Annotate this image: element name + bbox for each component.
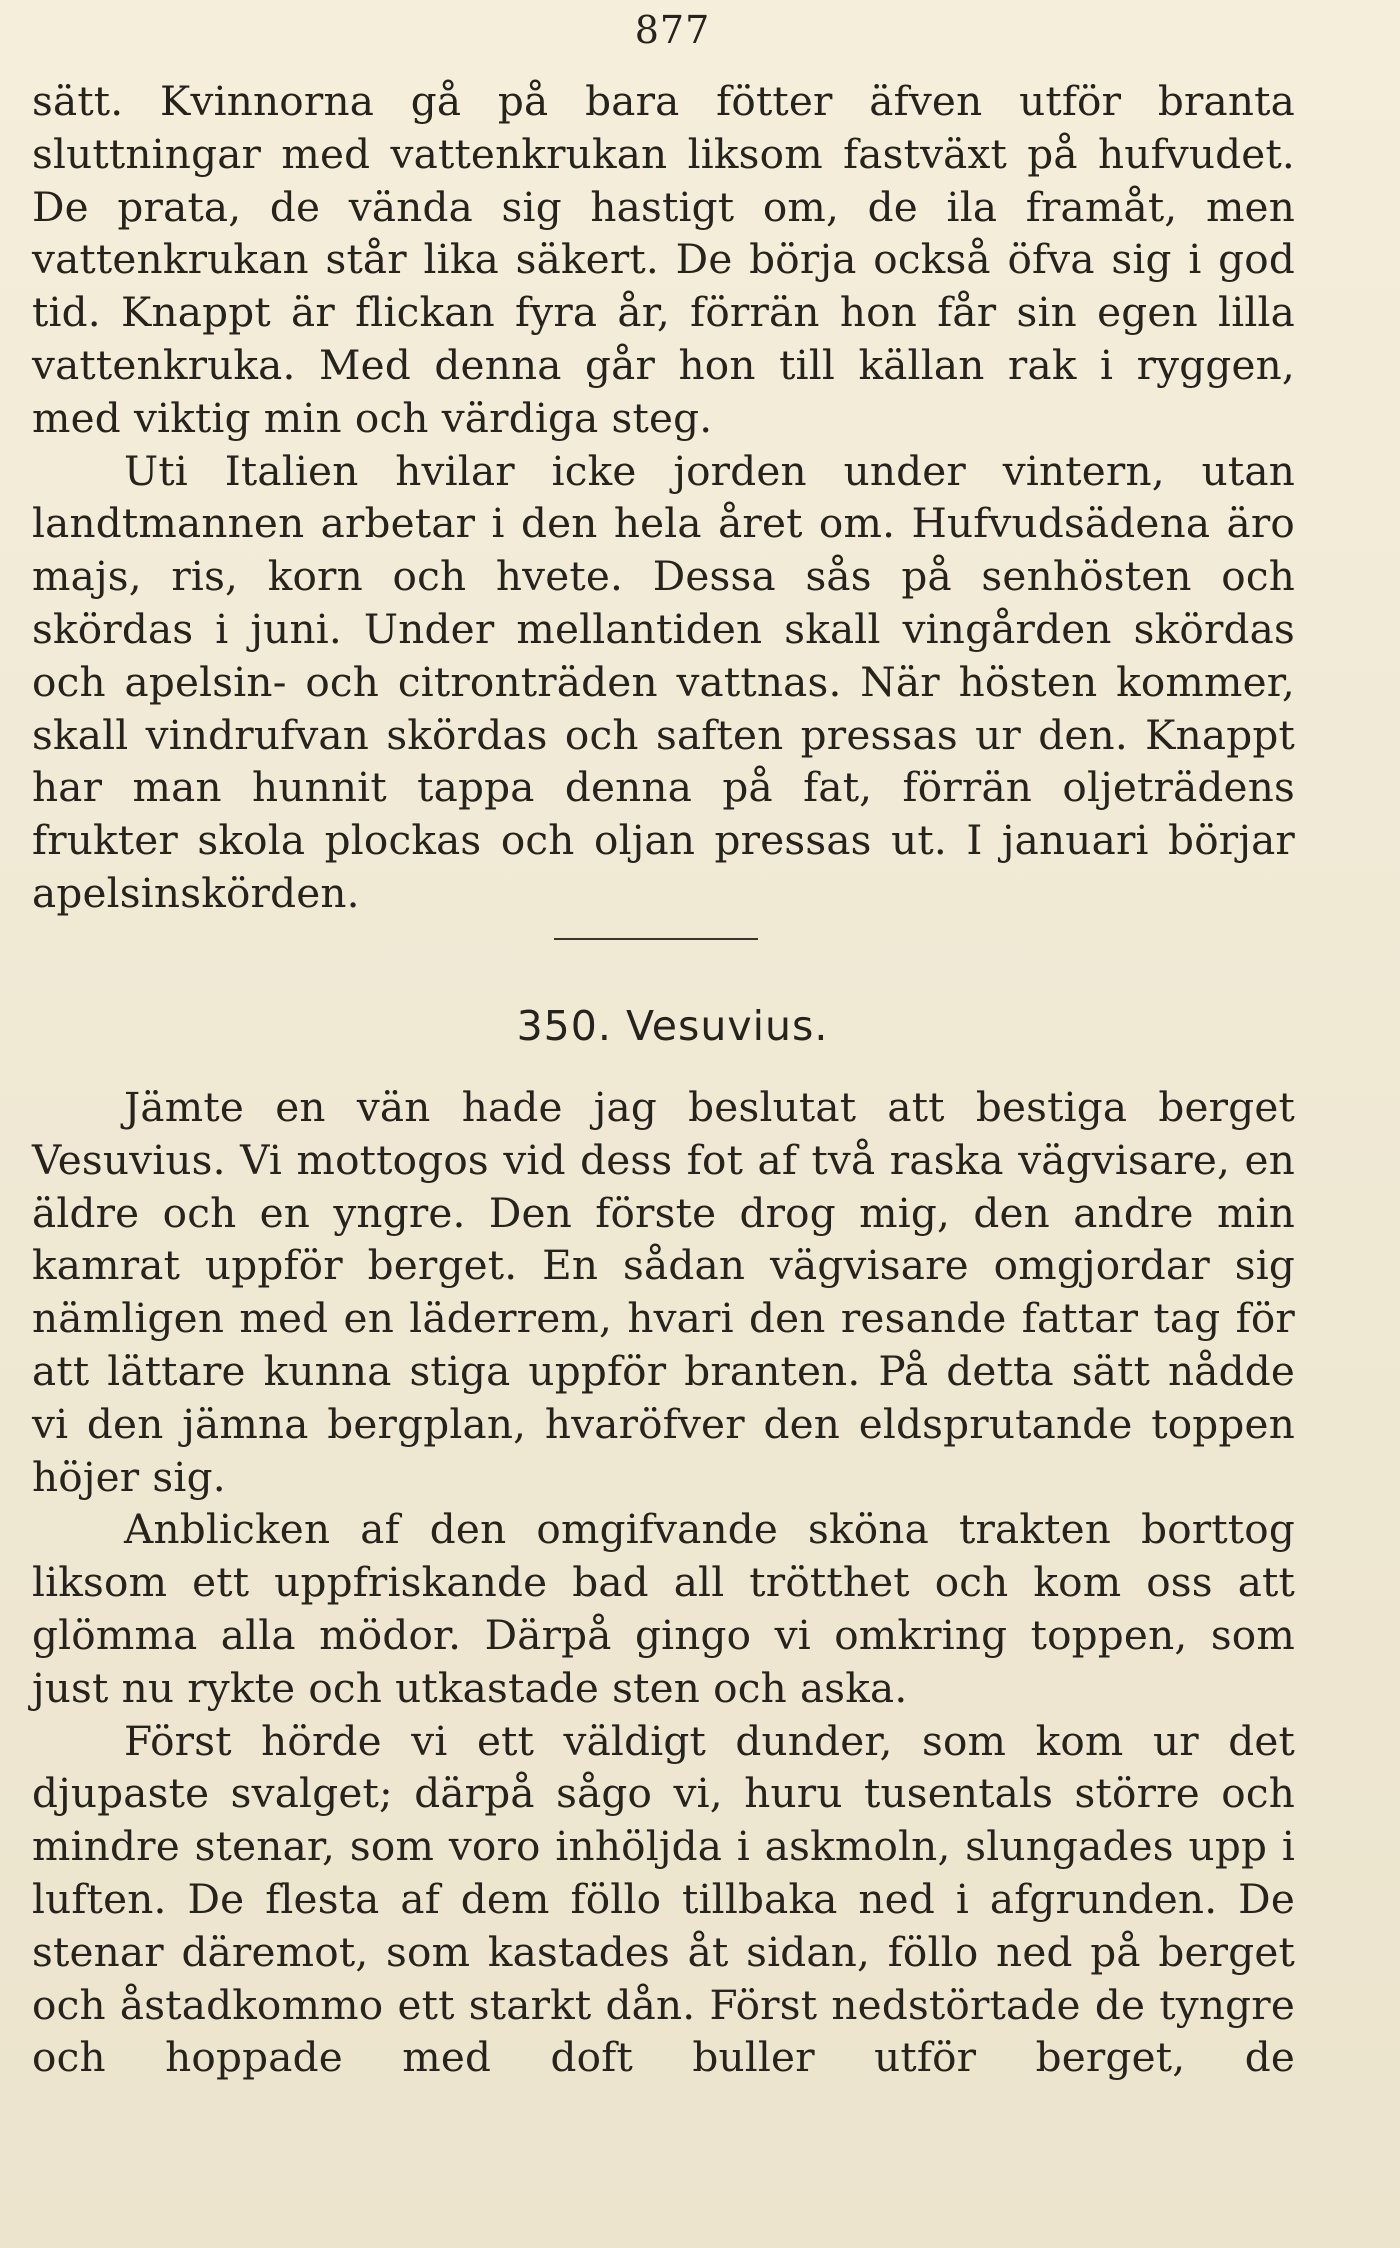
section-divider (554, 938, 758, 940)
paragraph: Uti Italien hvilar icke jorden under vintern, utan landtmannen arbetar i den hela året om. Hufvudsädena äro majs, ris, korn och hvete. Dessa sås på senhösten och skördas i juni. Under mellantiden skall vingården skördas och apelsin- och citronträden vattnas. När hösten kommer, skall vindrufvan skördas och saften pressas ur den. Knappt har man hunnit tappa denna på fat, förrän oljeträdens frukter skola plockas och oljan pressas ut. I januari börjar apelsinskörden. (32, 446, 1295, 917)
paragraph: Först hörde vi ett väldigt dunder, som kom ur det djupaste svalget; därpå sågo vi, huru tusentals större och mindre stenar, som voro inhöljda i askmoln, slungades upp i luften. De flesta af dem föllo tillbaka ned i afgrunden. De stenar däremot, som kastades åt sidan, föllo ned på berget och åstadkommo ett starkt dån. Först nedstörtade de tyngre och hoppade med doft buller utför berget, de (32, 1716, 1295, 2082)
paragraph: sätt. Kvinnorna gå på bara fötter äfven utför branta sluttningar med vattenkrukan liksom fastväxt på hufvudet. De prata, de vända sig hastigt om, de ila framåt, men vattenkrukan står lika säkert. De börja också öfva sig i god tid. Knappt är flickan fyra år, förrän hon får sin egen lilla vattenkruka. Med denna går hon till källan rak i ryggen, med viktig min och värdiga steg. (32, 77, 1295, 442)
section-title: Vesuvius. (625, 1002, 829, 1050)
paragraph: Jämte en vän hade jag beslutat att bestiga berget Vesuvius. Vi mottogos vid dess fot af två raska vägvisare, en äldre och en yngre. Den förste drog mig, den andre min kamrat uppför berget. En sådan vägvisare omgjordar sig nämligen med en läderrem, hvari den resande fattar tag för att lättare kunna stiga uppför branten. På detta sätt nådde vi den jämna bergplan, hvaröfver den eldsprutande toppen höjer sig. (32, 1083, 1295, 1501)
page-number: 877 (634, 8, 711, 52)
text-block-upper (32, 75, 1295, 920)
text-block-lower (32, 1081, 1295, 2084)
section-heading (0, 1002, 1345, 1050)
section-number: 350. (516, 1002, 612, 1050)
paragraph: Anblicken af den omgifvande sköna trakten borttog liksom ett uppfriskande bad all trötthet och kom oss att glömma alla mödor. Därpå gingo vi omkring toppen, som just nu rykte och utkastade sten och aska. (32, 1505, 1295, 1712)
